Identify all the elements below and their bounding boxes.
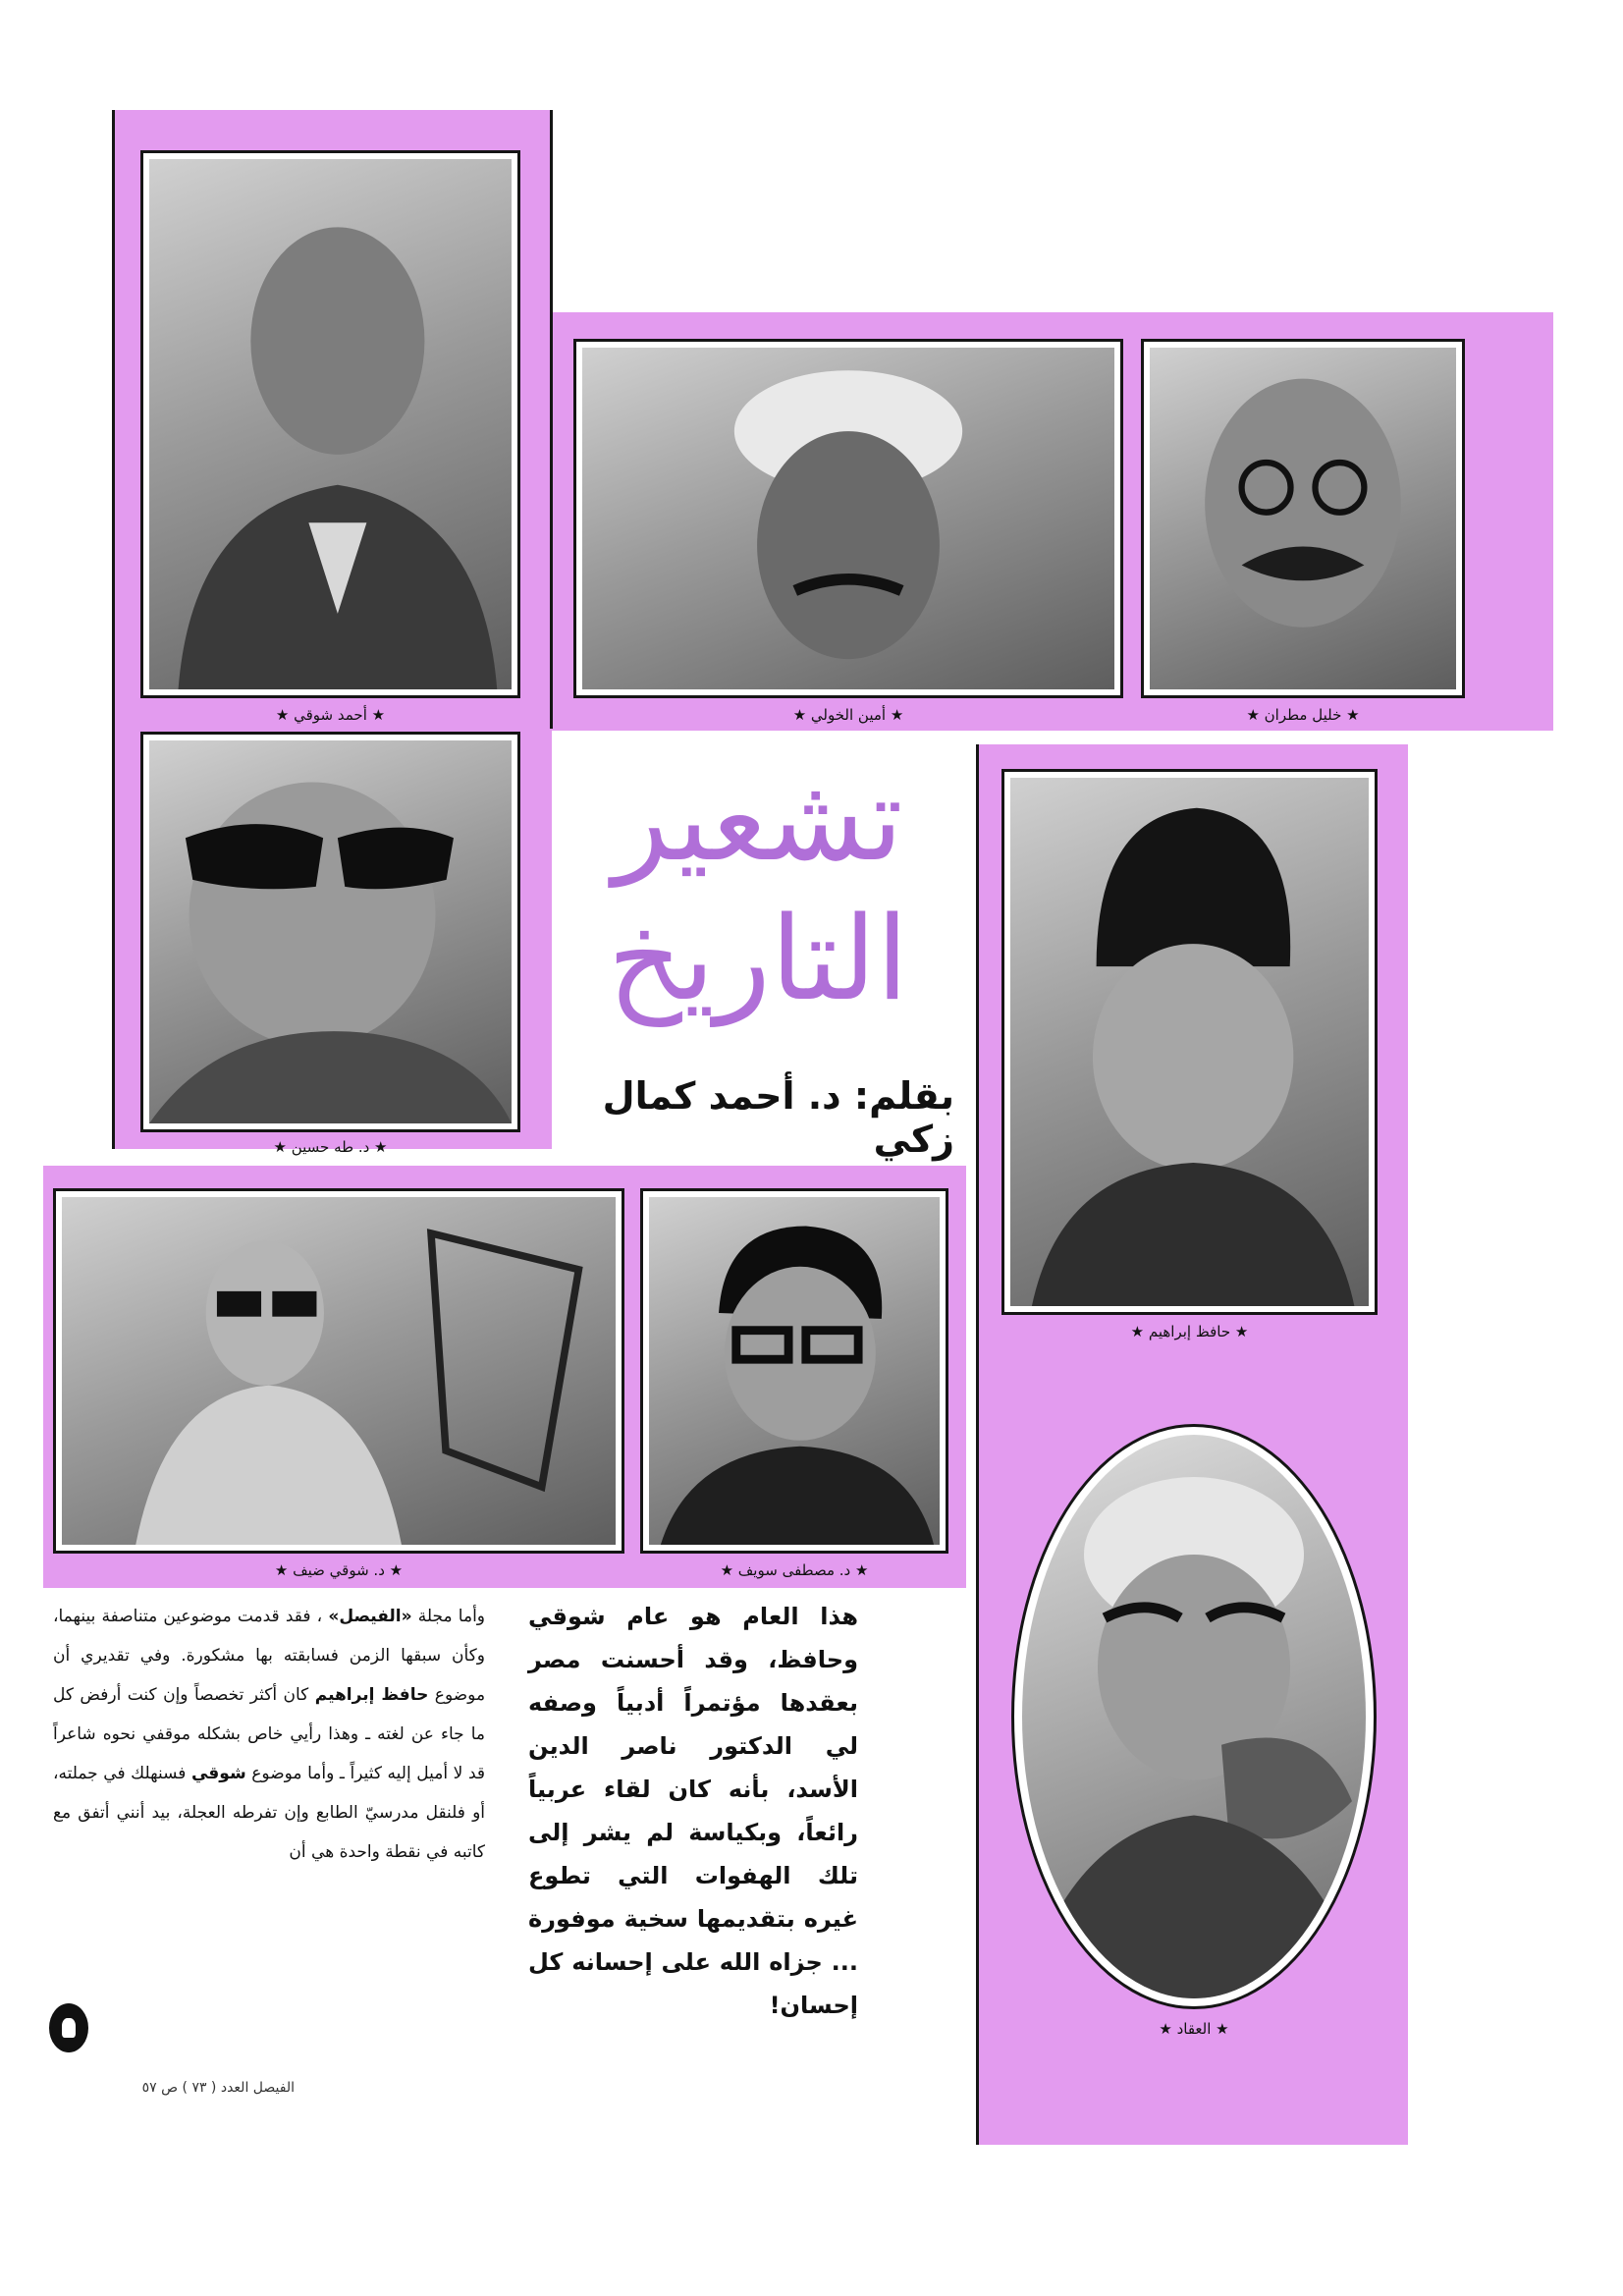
portrait-silhouette-icon	[1010, 778, 1369, 1306]
portrait-silhouette-icon	[149, 159, 512, 689]
photo-placeholder	[1150, 348, 1456, 689]
article-column-right	[528, 1595, 858, 2027]
page-footer: الفيصل العدد ( ٧٣ ) ص ٥٧	[141, 2080, 295, 2096]
photo-placeholder	[149, 740, 512, 1123]
marker-glyph	[62, 2018, 76, 2038]
portrait-silhouette-icon	[582, 348, 1114, 689]
portrait-al-aqqad	[1011, 1424, 1377, 2009]
portrait-silhouette-icon	[62, 1197, 616, 1545]
title-block	[552, 744, 964, 1161]
divider-rule	[550, 110, 553, 729]
text-run: ، فقد قدمت موضوعين متناصفة بينهما، وكأن سبقها الزمن فسابقته بها مشكورة. وفي تقديري أن موضوع	[53, 1607, 486, 1705]
caption-ahmed-shawqi: ★ أحمد شوقي ★	[275, 706, 386, 724]
photo-placeholder	[1010, 778, 1369, 1306]
caption-al-aqqad: ★ العقاد ★	[1159, 2020, 1229, 2038]
caption-hafez-ibrahim: ★ حافظ إبراهيم ★	[1130, 1323, 1249, 1340]
photo-placeholder	[1022, 1435, 1366, 1998]
portrait-mustafa-sweif	[640, 1188, 948, 1554]
caption-shawqi-dayf: ★ د. شوقي ضيف ★	[274, 1561, 404, 1579]
divider-rule	[976, 744, 979, 2145]
photo-placeholder	[62, 1197, 616, 1545]
portrait-amin-al-khouli	[573, 339, 1123, 698]
portrait-taha-hussein	[140, 732, 520, 1132]
text-run: كان أكثر تخصصاً وإن كنت أرفض كل ما جاء عن لغته ـ وهذا رأيي خاص بشكله موقفي نحوه شاعراً قد لا أميل إليه كثيراً ـ وأما موضوع	[53, 1685, 486, 1783]
divider-rule	[112, 110, 115, 1149]
paragraph: هذا العام هو عام شوقي وحافظ، وقد أحسنت مصر بعقدها مؤتمراً أدبياً وصفه لي الدكتور ناصر الدين الأسد، بأنه كان لقاء عربياً رائعاً، وبكياسة لم يشر إلى تلك الهفوات التي تطوع غيره بتقديمها سخية موفورة ... جزاه الله على إحسانه كل إحسان!	[528, 1603, 858, 2019]
portrait-silhouette-icon	[649, 1197, 940, 1545]
caption-taha-hussein: ★ د. طه حسين ★	[273, 1138, 388, 1156]
caption-mustafa-sweif: ★ د. مصطفى سويف ★	[720, 1561, 869, 1579]
portrait-hafez-ibrahim	[1001, 769, 1378, 1315]
photo-placeholder	[582, 348, 1114, 689]
topic-name: شوقي	[190, 1764, 246, 1783]
portrait-shawqi-dayf	[53, 1188, 624, 1554]
photo-placeholder	[649, 1197, 940, 1545]
paragraph	[53, 1597, 485, 1872]
continuation-marker-icon	[49, 2003, 88, 2052]
article-column-left	[53, 1597, 485, 1872]
portrait-silhouette-icon	[1150, 348, 1456, 689]
portrait-khalil-mutran	[1141, 339, 1465, 698]
portrait-ahmed-shawqi	[140, 150, 520, 698]
magazine-name: «الفيصل»	[328, 1607, 412, 1626]
article-title-line1: تشعير	[613, 751, 903, 887]
article-title-line2: التاريخ	[607, 891, 909, 1026]
article-byline: بقلم: د. أحمد كمال زكي	[602, 1074, 954, 1161]
caption-amin-al-khouli: ★ أمين الخولي ★	[792, 706, 904, 724]
photo-placeholder	[149, 159, 512, 689]
text-run: فسنهلك في جملته، أو فلنقل مدرسيّ الطابع وإن تفرطه العجلة، بيد أنني أتفق مع كاتبه في نقطة واحدة هي أن	[53, 1764, 485, 1862]
caption-khalil-mutran: ★ خليل مطران ★	[1246, 706, 1360, 724]
topic-name: حافظ إبراهيم	[314, 1685, 429, 1705]
portrait-silhouette-icon	[1022, 1435, 1366, 1998]
text-run: وأما مجلة	[417, 1607, 486, 1626]
portrait-silhouette-icon	[149, 740, 512, 1123]
